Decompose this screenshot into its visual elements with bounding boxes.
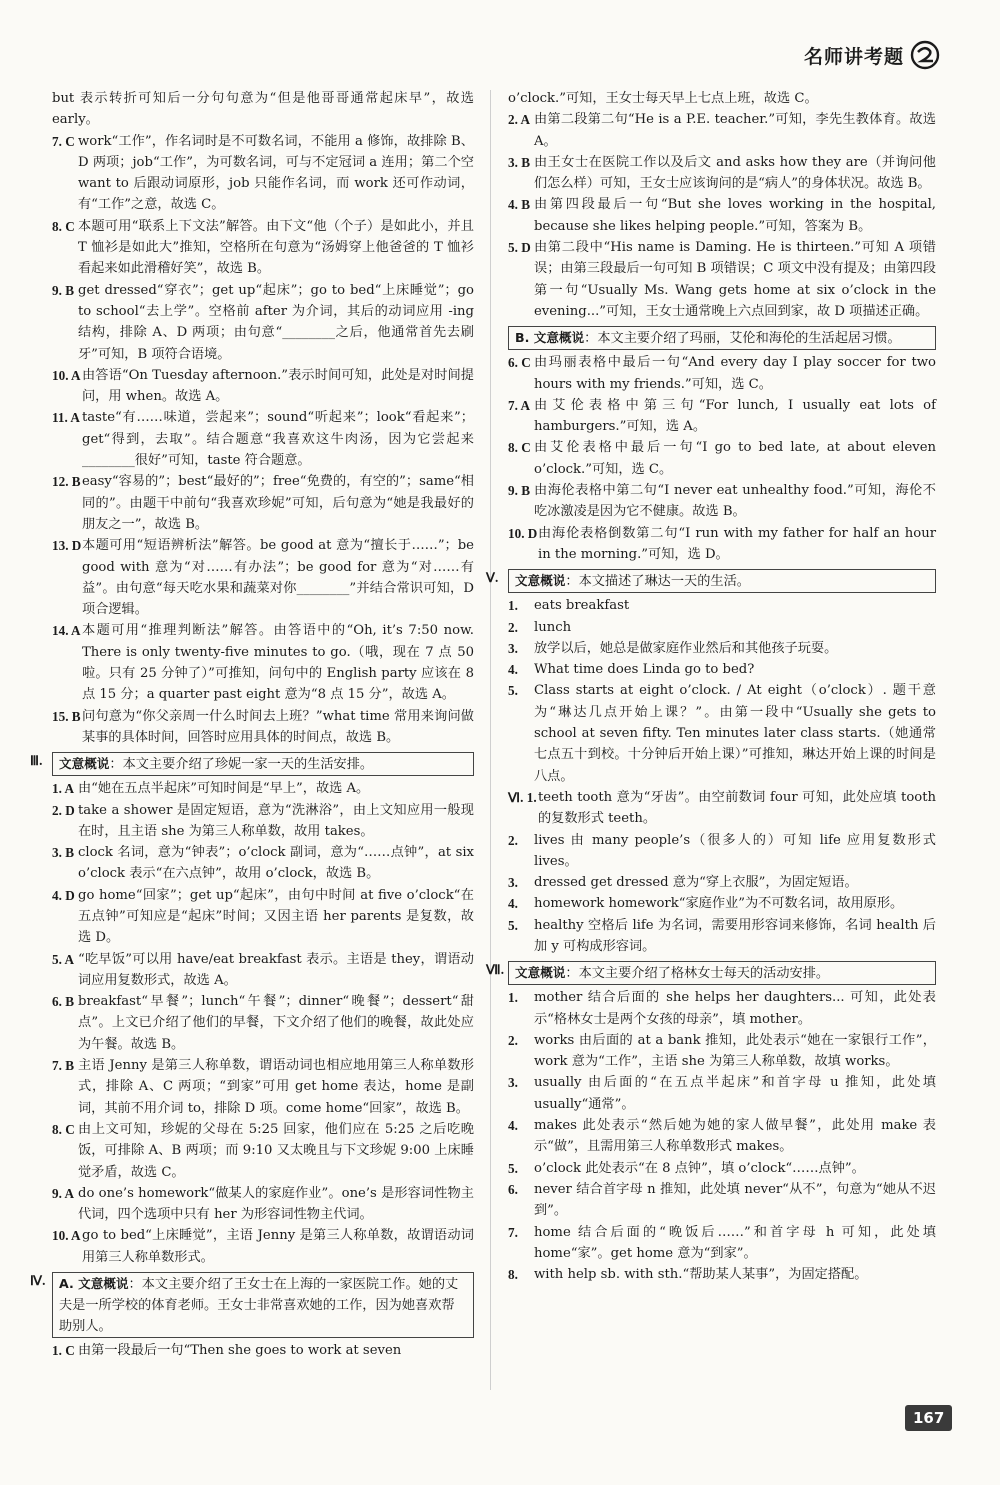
answer-explanation: 由海伦表格倒数第二句“I run with my father for half an hour in the morning.”可知，选 D。 (538, 525, 936, 562)
answer-explanation: clock 名词，意为“钟表”；o’clock 副词，意为“……点钟”，at six o’clock 表示“在六点钟”，故用 o’clock，故选 B。 (78, 845, 474, 882)
summary-box: B. 文意概说：本文主要介绍了玛丽，艾伦和海伦的生活起居习惯。 (508, 326, 936, 350)
summary-box: 文意概说：本文描述了琳达一天的生活。 (508, 569, 936, 593)
answer-explanation: 由第一段最后一句“Then she goes to work at seven (78, 1343, 402, 1359)
answer-explanation: healthy 空格后 life 为名词，需要用形容词来修饰，名词 health 后加 y 可构成形容词。 (534, 917, 936, 954)
answer-item (52, 1119, 474, 1183)
answer-item (508, 987, 936, 1030)
answer-number: 10. A (52, 1228, 81, 1244)
answer-item (52, 842, 474, 885)
answer-item (508, 1179, 936, 1222)
summary-label: 文意概说 (515, 573, 566, 589)
answer-item (508, 1264, 936, 1285)
answer-number: Ⅵ. 1. (508, 789, 537, 805)
summary-text: 本文主要介绍了珍妮一家一天的生活安排。 (122, 757, 374, 773)
summary-label: A. 文意概说 (59, 1276, 129, 1292)
summary-label: 文意概说 (59, 756, 110, 772)
answer-item (52, 778, 474, 799)
brand-title: 名师讲考题 (803, 45, 904, 68)
answer-number: 5. (508, 917, 518, 933)
answer-number: 2. D (52, 802, 75, 818)
answer-explanation: What time does Linda go to bed? (534, 662, 755, 678)
section-numeral: Ⅶ. (486, 962, 505, 978)
answer-number: 13. D (52, 538, 82, 554)
answer-number: 14. A (52, 623, 81, 639)
answer-number: 3. (508, 875, 518, 891)
answer-item (52, 800, 474, 843)
answer-item (52, 1055, 474, 1119)
summary-text: 本文描述了琳达一天的生活。 (578, 574, 750, 590)
answer-item (52, 407, 474, 471)
answer-explanation: 本题可用“联系上下文法”解答。由下文“他（个子）是如此小，并且 T 恤衫是如此大”推知，空格所在句意为“汤姆穿上他爸爸的 T 恤衫看起来如此滑稽好笑”，故选 B。 (78, 218, 474, 277)
answer-number: 9. B (52, 282, 74, 298)
answer-item (508, 480, 936, 523)
page-footer (905, 1405, 952, 1431)
summary-label: B. 文意概说 (515, 330, 585, 346)
answer-item (508, 680, 936, 786)
answer-item (508, 437, 936, 480)
answer-explanation: 问句意为“你父亲周一什么时间去上班？”what time 常用来询问做某事的具体时间，回答时应用具体的时间点，故选 B。 (82, 708, 474, 745)
answer-item (508, 872, 936, 893)
answer-explanation: lunch (534, 619, 572, 635)
answer-number: 7. A (508, 397, 530, 413)
summary-box: 文意概说：本文主要介绍了格林女士每天的活动安排。 (508, 961, 936, 985)
section-summary (508, 324, 936, 352)
answer-item (508, 617, 936, 638)
answer-explanation: easy“容易的”；best“最好的”；free“免费的，有空的”；same“相同的”。由题干中前句“我喜欢珍妮”可知，后句意为“她是我最好的朋友之一”，故选 B。 (82, 474, 474, 532)
answer-explanation: 本题可用“短语辨析法”解答。be good at 意为“擅长于……”；be good with 意为“对……有办法”；be good for 意为“对……有益”。由句意“每天吃水果和蔬菜对你________”并结合常识可知，D 项合逻辑。 (82, 538, 474, 618)
answer-explanation: 由第二段中“His name is Daming. He is thirteen.”可知 A 项错误；由第三段最后一句可知 B 项错误；C 项文中没有提及；由第四段第一句“Usually Ms. Wang gets home at six o’clock in the evening...”可知，王女士通常晚上六点回到家，故 D 项描述正确。 (534, 240, 936, 319)
answer-item (508, 659, 936, 680)
answer-number: 4. (508, 662, 518, 678)
answer-number: 7. (508, 1224, 518, 1240)
answer-item (508, 1158, 936, 1179)
answer-number: 4. D (52, 887, 75, 903)
answer-explanation: go to bed“上床睡觉”，主语 Jenny 是第三人称单数，故谓语动词用第三人称单数形式。 (82, 1228, 474, 1265)
answer-item (52, 280, 474, 365)
answer-item (508, 1115, 936, 1158)
answer-explanation: 由第四段最后一句“But she loves working in the hospital, because she likes helping people.”可知，答案为 B。 (534, 197, 936, 234)
answer-item (52, 1183, 474, 1226)
answer-item (508, 194, 936, 237)
answer-number: 4. (508, 1118, 518, 1134)
answer-explanation: take a shower 是固定短语，意为“洗淋浴”，由上文知应用一般现在时，且主语 she 为第三人称单数，故用 takes。 (78, 802, 474, 839)
answer-explanation: 由“她在五点半起床”可知时间是“早上”，故选 A。 (78, 781, 370, 797)
section-summary (486, 959, 936, 987)
answer-explanation: work“工作”，作名词时是不可数名词，不能用 a 修饰，故排除 B、D 两项；job“工作”，为可数名词，可与不定冠词 a 连用；第二个空 want to 后跟动词原形，job 只能作名词，而 work 还可作动词，有“工作”之意，故选 C。 (78, 133, 474, 213)
answer-number: 5. D (508, 240, 531, 256)
answer-number: 3. B (508, 154, 530, 170)
answer-explanation: 由玛丽表格中最后一句“And every day I play soccer for two hours with my friends.”可知，选 C。 (534, 355, 936, 392)
answer-explanation: 本题可用“推理判断法”解答。由答语中的“Oh, it’s 7:50 now. There is only twenty-five minutes to go.（哦，现在 7 点 50 啦。只有 25 分钟了）”可推知，问句中的 English party 应该在 8 点 15 分；a quarter past eight 意为“8 点 15 分”，故选 A。 (82, 623, 474, 703)
answer-item (52, 365, 474, 408)
answer-item (508, 352, 936, 395)
answer-number: 4. B (508, 197, 530, 213)
answer-number: 2. A (508, 112, 530, 128)
answer-explanation: makes 此处表示“然后她为她的家人做早餐”，此处用 make 表示“做”，且需用第三人称单数形式 makes。 (534, 1118, 936, 1155)
answer-item (508, 830, 936, 873)
answer-continuation: o’clock.”可知，王女士每天早上七点上班，故选 C。 (508, 91, 818, 106)
page-number: 167 (905, 1405, 952, 1431)
answer-number: 1. A (52, 781, 74, 797)
summary-label: 文意概说 (515, 965, 566, 981)
column-divider (490, 90, 491, 1390)
answer-explanation: taste“有……味道，尝起来”；sound“听起来”；look“看起来”；get“得到，去取”。结合题意“我喜欢这牛肉汤，因为它尝起来________很好”可知，taste 符合题意。 (82, 410, 474, 469)
answer-item (508, 1222, 936, 1265)
answer-number: 1. (508, 598, 518, 614)
answer-item (508, 152, 936, 195)
answer-number: 7. B (52, 1058, 74, 1074)
answer-explanation: 由王女士在医院工作以及后文 and asks how they are（并询问他们怎么样）可知，王女士应该询问的是“病人”的身体状况。故选 B。 (534, 154, 936, 192)
answer-number: 10. A (52, 367, 81, 383)
answer-number: 5. A (52, 951, 74, 967)
answer-item (52, 620, 474, 705)
answer-item (52, 991, 474, 1055)
answer-item (508, 395, 936, 438)
answer-number: 2. (508, 832, 518, 848)
summary-box: A. 文意概说：本文主要介绍了王女士在上海的一家医院工作。她的丈夫是一所学校的体育老师。王女士非常喜欢她的工作，因为她喜欢帮助别人。 (52, 1272, 474, 1338)
answer-explanation: 由答语“On Tuesday afternoon.”表示时间可知，此处是对时间提问，用 when。故选 A。 (82, 367, 474, 405)
section-numeral: Ⅴ. (486, 570, 499, 586)
answer-number: 9. A (52, 1185, 74, 1201)
answer-item (52, 535, 474, 620)
answer-item (508, 237, 936, 322)
answer-item (52, 706, 474, 749)
answer-number: 2. (508, 619, 518, 635)
answer-number: 2. (508, 1032, 518, 1048)
answer-explanation: 由第二段第二句“He is a P.E. teacher.”可知，李先生教体育。故选 A。 (534, 112, 936, 149)
answer-number: 8. C (52, 218, 75, 234)
answer-item (52, 131, 474, 216)
section-numeral: Ⅳ. (30, 1273, 46, 1289)
brand-logo-icon (910, 40, 940, 70)
answer-item (508, 595, 936, 616)
answer-explanation: do one’s homework“做某人的家庭作业”。one’s 是形容词性物主代词，四个选项中只有 her 为形容词性物主代词。 (78, 1185, 474, 1223)
answer-number: 8. C (508, 440, 531, 456)
answer-item (52, 949, 474, 992)
answer-explanation: go home“回家”；get up“起床”，由句中时间 at five o’clock“在五点钟”可知应是“起床”时间；又因主语 her parents 是复数，故选 D。 (78, 887, 474, 946)
answer-explanation: eats breakfast (534, 598, 630, 614)
answer-explanation: lives 由 many people’s（很多人的）可知 life 应用复数形式 lives。 (534, 832, 936, 869)
answer-number: 6. (508, 1181, 518, 1197)
answer-number: 5. (508, 1160, 518, 1176)
summary-text: 本文主要介绍了玛丽，艾伦和海伦的生活起居习惯。 (597, 331, 901, 347)
answer-explanation: works 由后面的 at a bank 推知，此处表示“她在一家银行工作”，work 意为“工作”，主语 she 为第三人称单数，故填 works。 (534, 1032, 936, 1070)
answer-item (52, 1340, 474, 1361)
section-summary (486, 567, 936, 595)
answer-number: 9. B (508, 483, 530, 499)
answer-explanation: o’clock 此处表示“在 8 点钟”，填 o’clock“……点钟”。 (534, 1160, 865, 1176)
answer-continuation: but 表示转折可知后一分句句意为“但是他哥哥通常起床早”，故选 early。 (52, 91, 474, 128)
answer-number: 5. (508, 683, 518, 699)
summary-box: 文意概说：本文主要介绍了珍妮一家一天的生活安排。 (52, 752, 474, 776)
answer-item (52, 471, 474, 535)
answer-explanation: never 结合首字母 n 推知，此处填 never“从不”，句意为“她从不迟到”。 (534, 1181, 936, 1219)
section-summary (30, 750, 474, 778)
answer-number: 1. C (52, 1343, 75, 1359)
summary-text: 本文主要介绍了王女士在上海的一家医院工作。她的丈夫是一所学校的体育老师。王女士非常喜欢她的工作，因为她喜欢帮助别人。 (59, 1277, 459, 1335)
answer-item (508, 915, 936, 958)
answer-item (508, 787, 936, 830)
answer-item (508, 109, 936, 152)
answer-explanation: get dressed“穿衣”；get up“起床”；go to bed“上床睡觉”；go to school“去上学”。空格前 after 为介词，其后的动词应用 -ing 结构，排除 A、D 两项；由句意“________之后，他通常首先去刷牙”可知，B 项符合语境。 (78, 282, 474, 362)
answer-item (52, 216, 474, 280)
answer-explanation: mother 结合后面的 she helps her daughters... 可知，此处表示“格林女士是两个女孩的母亲”，填 mother。 (534, 990, 936, 1027)
answer-number: 1. (508, 990, 518, 1006)
answer-explanation: 由艾伦表格中最后一句“I go to bed late, at about eleven o’clock.”可知，选 C。 (534, 440, 936, 477)
answer-explanation: homework homework“家庭作业”为不可数名词，故用原形。 (534, 896, 904, 912)
answer-explanation: 由上文可知，珍妮的父母在 5:25 回家，他们应在 5:25 之后吃晚饭，可排除 A、B 两项；而 9:10 又太晚且与下文珍妮 9:00 上床睡觉矛盾，故选 C。 (78, 1121, 474, 1180)
left-column (30, 88, 474, 1361)
answer-number: 8. (508, 1267, 518, 1283)
page-header (804, 40, 940, 70)
answer-number: 7. C (52, 133, 75, 149)
answer-number: 3. (508, 1075, 518, 1091)
answer-explanation: home 结合后面的“晚饭后……”和首字母 h 可知，此处填 home“家”。get home 意为“到家”。 (534, 1224, 936, 1261)
answer-explanation: dressed get dressed 意为“穿上衣服”，为固定短语。 (534, 875, 858, 891)
answer-item (52, 1225, 474, 1268)
answer-explanation: 放学以后，她总是做家庭作业然后和其他孩子玩耍。 (534, 640, 838, 656)
answer-explanation: 由艾伦表格中第三句“For lunch, I usually eat lots of hamburgers.”可知，选 A。 (534, 397, 936, 435)
answer-item (508, 1072, 936, 1115)
answer-item (508, 893, 936, 914)
answer-number: 10. D (508, 525, 538, 541)
answer-item (52, 885, 474, 949)
answer-explanation: teeth tooth 意为“牙齿”。由空前数词 four 可知，此处应填 tooth 的复数形式 teeth。 (538, 789, 937, 827)
right-column (486, 88, 937, 1285)
answer-explanation: usually 由后面的“在五点半起床”和首字母 u 推知，此处填 usually“通常”。 (534, 1075, 936, 1112)
answer-number: 6. C (508, 355, 531, 371)
answer-explanation: 主语 Jenny 是第三人称单数，谓语动词也相应地用第三人称单数形式，排除 A、C 两项；“到家”可用 get home 表达，home 是副词，其前不用介词 to，排除 D 项。come home“回家”，故选 B。 (78, 1058, 474, 1116)
answer-explanation: Class starts at eight o’clock. / At eight（o’clock）. 题干意为“琳达几点开始上课？”。由第一段中“Usually she gets to school at seven fifty. Ten minutes later class starts.（她通常七点五十到校。十分钟后开始上课）”可推知，琳达开始上课的时间是八点。 (534, 683, 936, 784)
answer-item (508, 638, 936, 659)
section-summary (30, 1270, 474, 1340)
answer-number: 8. C (52, 1121, 75, 1137)
answer-number: 6. B (52, 994, 74, 1010)
answer-number: 3. B (52, 845, 74, 861)
answer-item (508, 523, 936, 566)
answer-explanation: with help sb. with sth.“帮助某人某事”，为固定搭配。 (534, 1267, 868, 1283)
answer-explanation: breakfast“早餐”；lunch“午餐”；dinner“晚餐”；dessert“甜点”。上文已介绍了他们的早餐，下文介绍了他们的晚餐，故此处应为午餐。故选 B。 (78, 994, 474, 1052)
answer-item (508, 1030, 936, 1073)
answer-number: 3. (508, 640, 518, 656)
answer-number: 12. B (52, 474, 81, 490)
answer-explanation: “吃早饭”可以用 have/eat breakfast 表示。主语是 they，谓语动词应用复数形式，故选 A。 (78, 951, 474, 988)
answer-number: 11. A (52, 410, 80, 426)
summary-text: 本文主要介绍了格林女士每天的活动安排。 (578, 966, 830, 982)
answer-number: 15. B (52, 708, 81, 724)
answer-explanation: 由海伦表格中第二句“I never eat unhealthy food.”可知，海伦不吃冰激凌是因为它不健康。故选 B。 (534, 483, 936, 520)
answer-number: 4. (508, 896, 518, 912)
section-numeral: Ⅲ. (30, 753, 43, 769)
